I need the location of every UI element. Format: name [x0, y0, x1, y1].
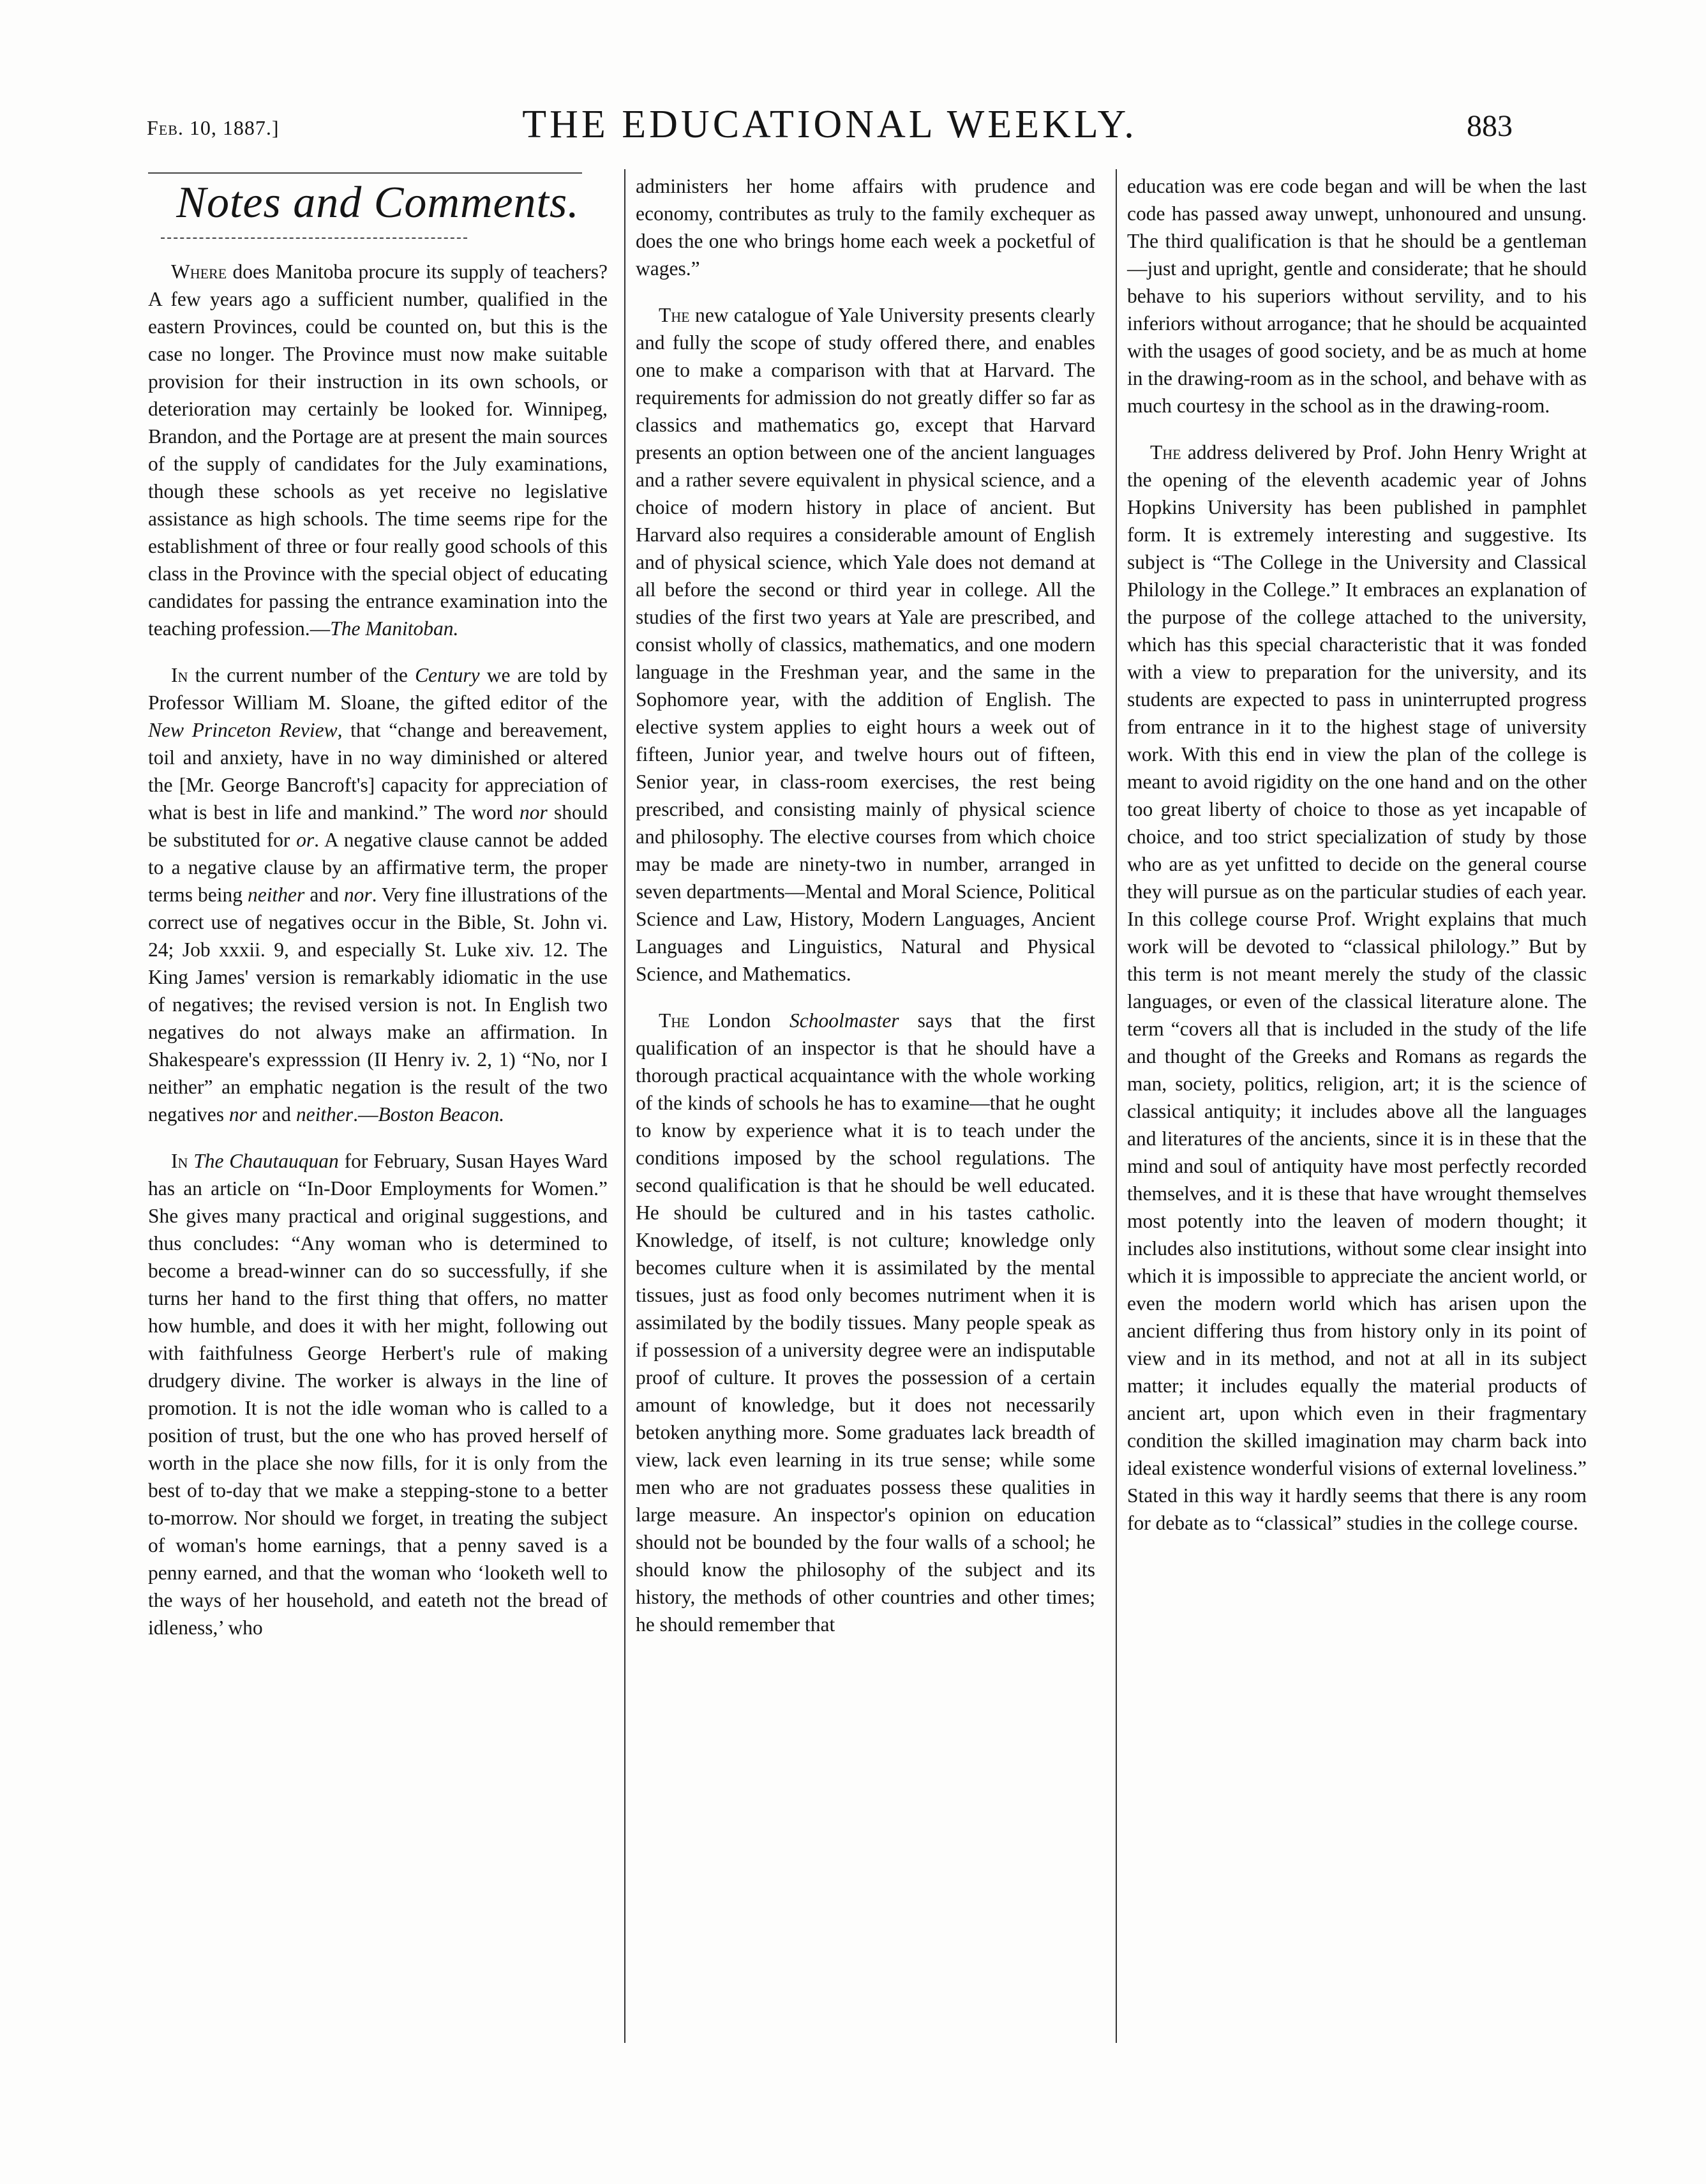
italic-text: The Manitoban.: [330, 617, 459, 640]
page-number: 883: [1467, 109, 1513, 143]
column-2: [636, 172, 1095, 1657]
issue-date: Feb. 10, 1887.]: [147, 116, 280, 139]
paragraph-text: [188, 1150, 193, 1172]
heading-rule: [148, 172, 582, 174]
paragraph-text: for February, Susan Hayes Ward has an article on “In-Door Employments for Women.” She gives many practical and original suggestions, and thus concludes: “Any woman who is determined to become a bread-winner can do so successfully, if she turns her hand to the first thing that offers, no matter how humble, and does it with her might, following out with faithfulness George Herbert's rule of making drudgery divine. The worker is always in the line of promotion. It is not the idle woman who is called to a position of trust, but the one who has proved herself of worth in the place she now fills, for it is only from the best of to-day that we make a stepping-stone to a better to-morrow. Nor should we forget, in treating the subject of woman's home earnings, that a penny saved is a penny earned, and that the woman who ‘looketh well to the ways of her household, and eateth not the bread of idleness,’ who: [148, 1150, 608, 1639]
italic-text: Schoolmaster: [789, 1009, 899, 1032]
italic-text: nor: [520, 801, 548, 824]
paragraph-text: London: [689, 1009, 789, 1032]
paragraph-text: , that “change and bereavement, toil and anxiety, have in no way diminished or altered the [Mr. George Bancroft's] capacity for appreciation of what is best in life and mankind.” The word: [148, 719, 608, 824]
paragraph-text: new catalogue of Yale University presents clearly and fully the scope of study offered there, and enables one to make a comparison with that at Harvard. The requirements for admission do not greatly differ so far as classics and mathematics go, except that Harvard presents an option between one of the ancient languages and a rather severe equivalent in physical science, and a choice of modern history in place of ancient. But Harvard also requires a considerable amount of English and of physical science, which Yale does not demand at all before the second or third year in college. All the studies of the first two years at Yale are prescribed, and consist wholly of classics, mathematics, and one modern language in the Freshman year, and the same in the Sophomore year, with the addition of English. The elective system applies to eight hours a week out of fifteen, Junior year, and twelve hours out of fifteen, Senior year, in class-room exercises, the rest being prescribed, and consisting mainly of physical science and philosophy. The elective courses from which choice may be made are ninety-two in number, arranged in seven departments—Mental and Moral Science, Political Science and Law, History, Modern Languages, Ancient Languages and Linguistics, Natural and Physical Science, and Mathematics.: [636, 304, 1095, 985]
page-header: [147, 102, 1513, 153]
article-paragraph: [148, 661, 608, 1128]
column-divider: [624, 169, 625, 2043]
article-paragraph: [1127, 439, 1587, 1537]
paragraph-text: and: [304, 884, 344, 906]
italic-text: New Princeton Review: [148, 719, 338, 741]
article-paragraph: [148, 258, 608, 642]
column-1: [148, 172, 608, 1661]
paragraph-text: education was ere code began and will be when the last code has passed away unwept, unhonoured and unsung. The third qualification is that he should be a gentleman—just and upright, gentle and considerate; that he should behave to his superiors without servility, and to his inferiors without arrogance; that he should be acquainted with the usages of good society, and be as much at home in the drawing-room as in the school, and behave with as much courtesy in the school as in the drawing-room.: [1127, 175, 1587, 417]
italic-text: Century: [415, 664, 480, 686]
lead-word: In: [171, 664, 188, 686]
italic-text: nor: [228, 1103, 257, 1126]
column-3: [1127, 172, 1587, 1556]
italic-text: Boston Beacon.: [378, 1103, 505, 1126]
section-heading: Notes and Comments.: [176, 178, 580, 227]
lead-word: Where: [171, 260, 227, 283]
lead-word: The: [1150, 441, 1181, 463]
paragraph-text: says that the first qualification of an inspector is that he should have a thorough practical acquaintance with the whole working of the kinds of schools he has to examine—that he ought to know by experience what it is to teach under the conditions imposed by the school regulations. The second qualification is that he should be well educated. He should be cultured and in his tastes catholic. Knowledge, of itself, is not culture; knowledge only becomes culture when it is assimilated by the mental tissues, just as food only becomes nutriment when it is assimilated by the bodily tissues. Many people speak as if possession of a university degree were an indisputable proof of culture. It proves the possession of a certain amount of knowledge, but it does not necessarily betoken anything more. Some graduates lack breadth of view, lack even learning in its true sense; while some men who are not graduates possess these qualities in large measure. An inspector's opinion on education should not be bounded by the four walls of a school; he should know the philosophy of the subject and its history, the methods of other countries and other times; he should remember that: [636, 1009, 1095, 1636]
lead-word: The: [659, 304, 690, 326]
lead-word: The: [659, 1009, 690, 1032]
paragraph-text: . A negative clause cannot be added to a negative clause by an affirmative term, the proper terms being: [148, 829, 608, 906]
article-paragraph: [636, 1007, 1095, 1638]
italic-text: neither: [248, 884, 305, 906]
publication-title: THE EDUCATIONAL WEEKLY.: [522, 103, 1137, 146]
article-paragraph: [148, 1147, 608, 1641]
paragraph-text: and: [257, 1103, 296, 1126]
paragraph-text: administers her home affairs with prudence and economy, contributes as truly to the family exchequer as does the one who brings home each week a pocketful of wages.”: [636, 175, 1095, 280]
paragraph-text: .—: [353, 1103, 378, 1126]
column-divider: [1116, 169, 1117, 2043]
paragraph-text: we are told by Professor William M. Sloane, the gifted editor of the: [148, 664, 608, 714]
article-paragraph: [636, 301, 1095, 988]
article-paragraph: [636, 172, 1095, 282]
italic-text: or: [296, 829, 315, 851]
article-paragraph: [1127, 172, 1587, 419]
paragraph-text: does Manitoba procure its supply of teachers? A few years ago a sufficient number, qualified in the eastern Provinces, could be counted on, but this is the case no longer. The Province must now make suitable provision for their instruction in its own schools, or deterioration may certainly be looked for. Winnipeg, Brandon, and the Portage are at present the main sources of the supply of candidates for the July examinations, though these schools as yet receive no legislative assistance as high schools. The time seems ripe for the establishment of three or four really good schools of this class in the Province with the special object of educating candidates for passing the entrance examination into the teaching profession.—: [148, 260, 608, 640]
paragraph-text: . Very fine illustrations of the correct use of negatives occur in the Bible, St. John vi. 24; Job xxxii. 9, and especially St. Luke xiv. 12. The King James' version is remarkably idiomatic in the use of negatives; the revised version is not. In English two negatives do not always make an affirmation. In Shakespeare's expresssion (II Henry iv. 2, 1) “No, nor I neither” an emphatic negation is the result of the two negatives: [148, 884, 608, 1126]
italic-text: nor: [343, 884, 372, 906]
italic-text: neither: [296, 1103, 354, 1126]
heading-ornament: [161, 237, 467, 239]
paragraph-text: address delivered by Prof. John Henry Wright at the opening of the eleventh academic year of Johns Hopkins University has been published in pamphlet form. It is extremely interesting and suggestive. Its subject is “The College in the University and Classical Philology in the College.” It embraces an explanation of the purpose of the college attached to the university, which has this special characteristic that it was fonded with a view to preparation for the university, and its students are expected to pass in uninterrupted progress from entrance in it to the highest stage of university work. With this end in view the plan of the college is meant to avoid rigidity on the one hand and on the other too great liberty of choice to those as yet incapable of choice, and too strict specialization of study by those who are as yet unfitted to decide on the general course they will pursue as on the particular studies of each year. In this college course Prof. Wright explains that much work will be devoted to “classical philology.” But by this term is not meant merely the study of the classic languages, or even of the classical literature alone. The term “covers all that is included in the study of the life and thought of the Greeks and Romans as regards the man, society, politics, religion, art; it is the science of classical antiquity; it includes above all the languages and literatures of the ancients, since it is in these that the mind and soul of antiquity have most perfectly recorded themselves, and it is these that have wrought themselves most potently into the leaven of modern thought; it includes also institutions, without some clear insight into which it is impossible to appreciate the ancient world, or even the modern world which has arisen upon the ancient differing thus from history only in its point of view and in its method, and not at all in its subject matter; it includes equally the material products of ancient art, upon which even in their fragmentary condition the skilled imagination may charm back into ideal existence wonderful visions of external loveliness.” Stated in this way it hardly seems that there is any room for debate as to “classical” studies in the college course.: [1127, 441, 1587, 1534]
italic-text: The Chautauquan: [193, 1150, 339, 1172]
paragraph-text: the current number of the: [188, 664, 415, 686]
lead-word: In: [171, 1150, 188, 1172]
paragraph-text: should be substituted for: [148, 801, 608, 851]
